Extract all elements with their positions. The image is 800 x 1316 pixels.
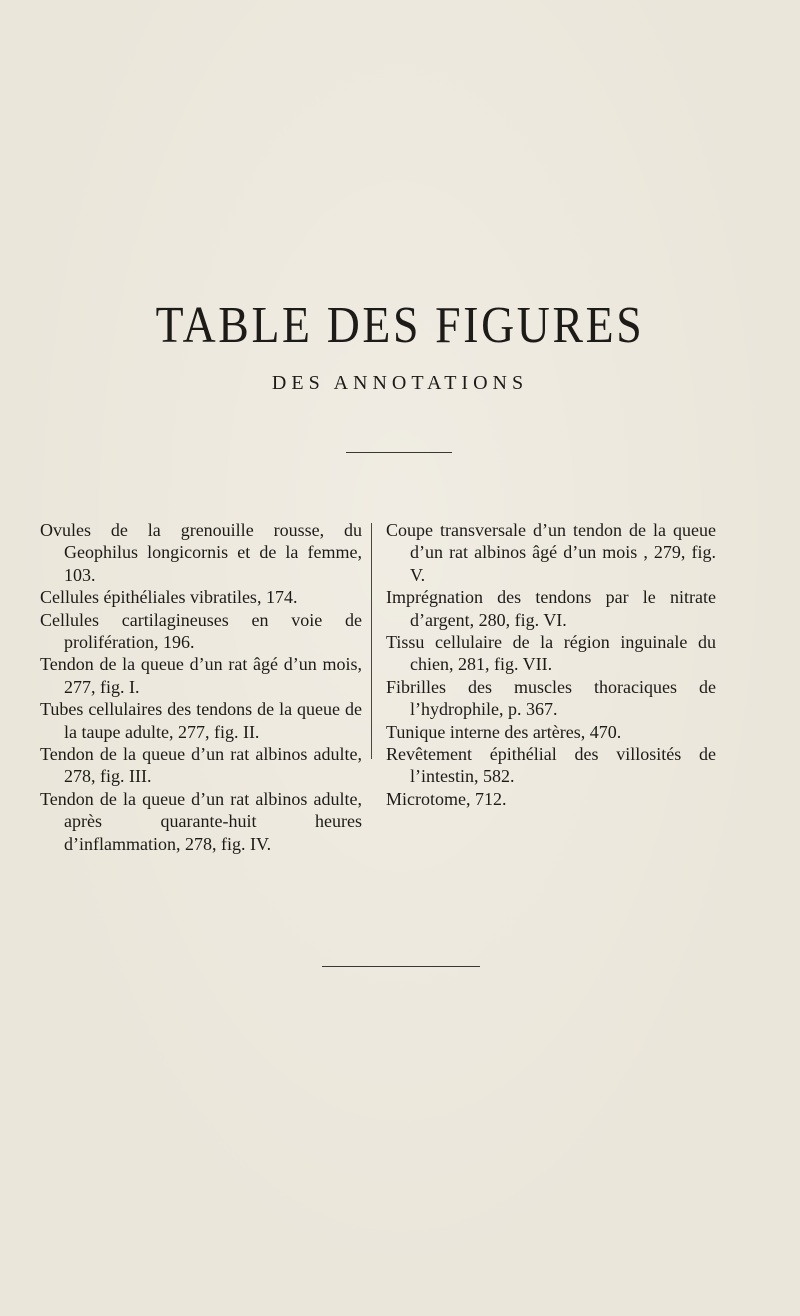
figure-entry: Tunique interne des artères, 470. <box>386 721 622 742</box>
column-divider <box>371 523 372 759</box>
figure-entry: Ovules de la grenouille rousse, du Geophilus longicornis et de la femme, 103. <box>40 520 362 585</box>
bottom-divider-rule <box>322 966 480 967</box>
figure-entry: Cellules épithéliales vibratiles, 174. <box>40 587 298 608</box>
figure-entry: Cellules cartilagineuses en voie de prolifération, 196. <box>40 609 362 653</box>
figure-entry: Tendon de la queue d’un rat âgé d’un mois, 277, fig. I. <box>40 654 362 697</box>
figure-entry: Fibrilles des muscles thoraciques de l’hydrophile, p. 367. <box>386 676 716 720</box>
figure-entry: Revêtement épithélial des villosités de l’intestin, 582. <box>386 744 716 787</box>
figure-entry: Tubes cellulaires des tendons de la queue de la taupe adulte, 277, fig. II. <box>40 699 362 742</box>
figure-entry: Tendon de la queue d’un rat albinos adulte, 278, fig. III. <box>40 744 362 787</box>
figure-entry: Coupe transversale d’un tendon de la queue d’un rat albinos âgé d’un mois , 279, fig. V. <box>386 520 716 585</box>
right-column <box>386 519 716 810</box>
figure-entry: Imprégnation des tendons par le nitrate d’argent, 280, fig. VI. <box>386 587 716 630</box>
figure-entry: Microtome, 712. <box>386 788 507 809</box>
page-subtitle: DES ANNOTATIONS <box>271 372 529 394</box>
left-column <box>40 519 362 855</box>
figure-entry: Tissu cellulaire de la région inguinale du chien, 281, fig. VII. <box>386 632 716 675</box>
page-title: TABLE DES FIGURES <box>155 297 645 354</box>
top-divider-rule <box>346 452 452 453</box>
figure-entry: Tendon de la queue d’un rat albinos adulte, après quarante-huit heures d’inflammation, 278, fig. IV. <box>40 788 362 854</box>
